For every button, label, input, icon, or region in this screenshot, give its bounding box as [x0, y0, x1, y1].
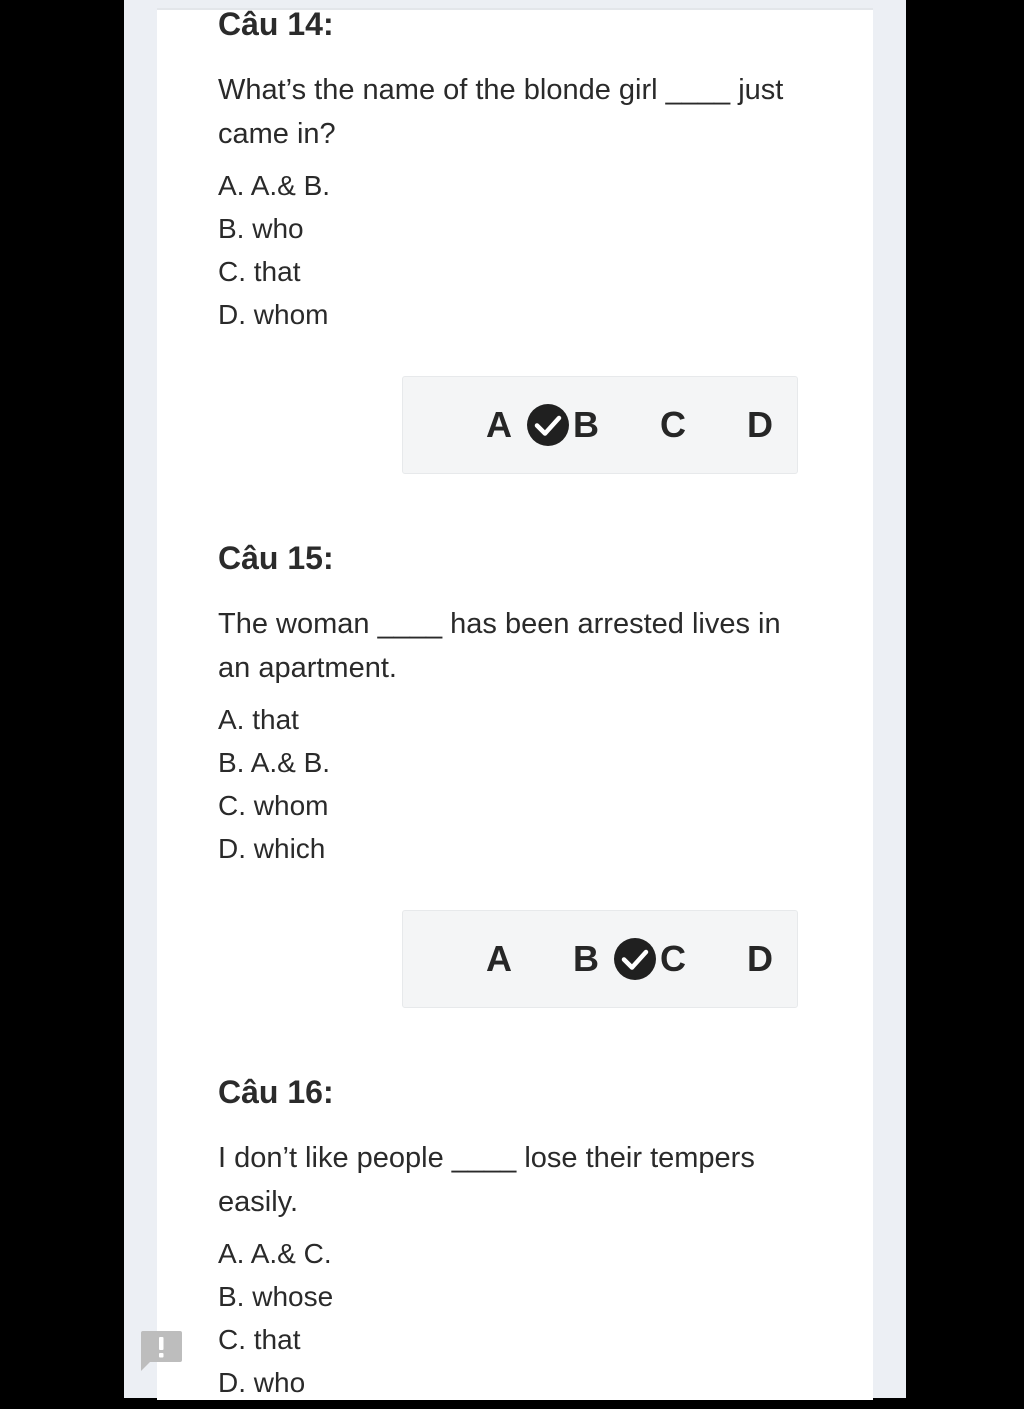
selected-check-icon	[526, 403, 570, 447]
question-14	[218, 4, 818, 336]
option-d: D. which	[218, 833, 326, 864]
question-text: The woman ____ has been arrested lives in an apartment.	[218, 608, 781, 684]
answer-button-a[interactable]: A	[486, 938, 512, 979]
option-a: A. A.& C.	[218, 1238, 332, 1269]
option-c: C. that	[218, 256, 301, 287]
answer-button-b[interactable]: B	[573, 404, 599, 445]
question-text: What’s the name of the blonde girl ____ just came in?	[218, 74, 784, 150]
answer-selector-14	[402, 376, 798, 474]
option-list	[218, 1232, 818, 1404]
selected-check-icon	[613, 937, 657, 981]
app-screen	[124, 0, 906, 1398]
question-title: Câu 14:	[218, 6, 334, 42]
answer-selector-15	[402, 910, 798, 1008]
question-15	[218, 538, 818, 870]
question-text: I don’t like people ____ lose their tempers easily.	[218, 1142, 755, 1218]
option-c: C. whom	[218, 790, 329, 821]
option-b: B. whose	[218, 1281, 334, 1312]
option-b: B. A.& B.	[218, 747, 331, 778]
answer-button-a[interactable]: A	[486, 404, 512, 445]
option-a: A. that	[218, 704, 299, 735]
option-list	[218, 698, 818, 870]
question-16	[218, 1072, 818, 1404]
option-list	[218, 164, 818, 336]
answer-button-c[interactable]: C	[660, 938, 686, 979]
answer-button-b[interactable]: B	[573, 938, 599, 979]
question-title: Câu 16:	[218, 1074, 334, 1110]
answer-button-d[interactable]: D	[747, 938, 773, 979]
option-b: B. who	[218, 213, 304, 244]
option-d: D. whom	[218, 299, 329, 330]
question-card	[157, 8, 873, 1400]
option-d: D. who	[218, 1367, 306, 1398]
option-a: A. A.& B.	[218, 170, 331, 201]
question-title: Câu 15:	[218, 540, 334, 576]
answer-button-d[interactable]: D	[747, 404, 773, 445]
option-c: C. that	[218, 1324, 301, 1355]
answer-button-c[interactable]: C	[660, 404, 686, 445]
report-feedback-icon[interactable]	[138, 1328, 184, 1374]
